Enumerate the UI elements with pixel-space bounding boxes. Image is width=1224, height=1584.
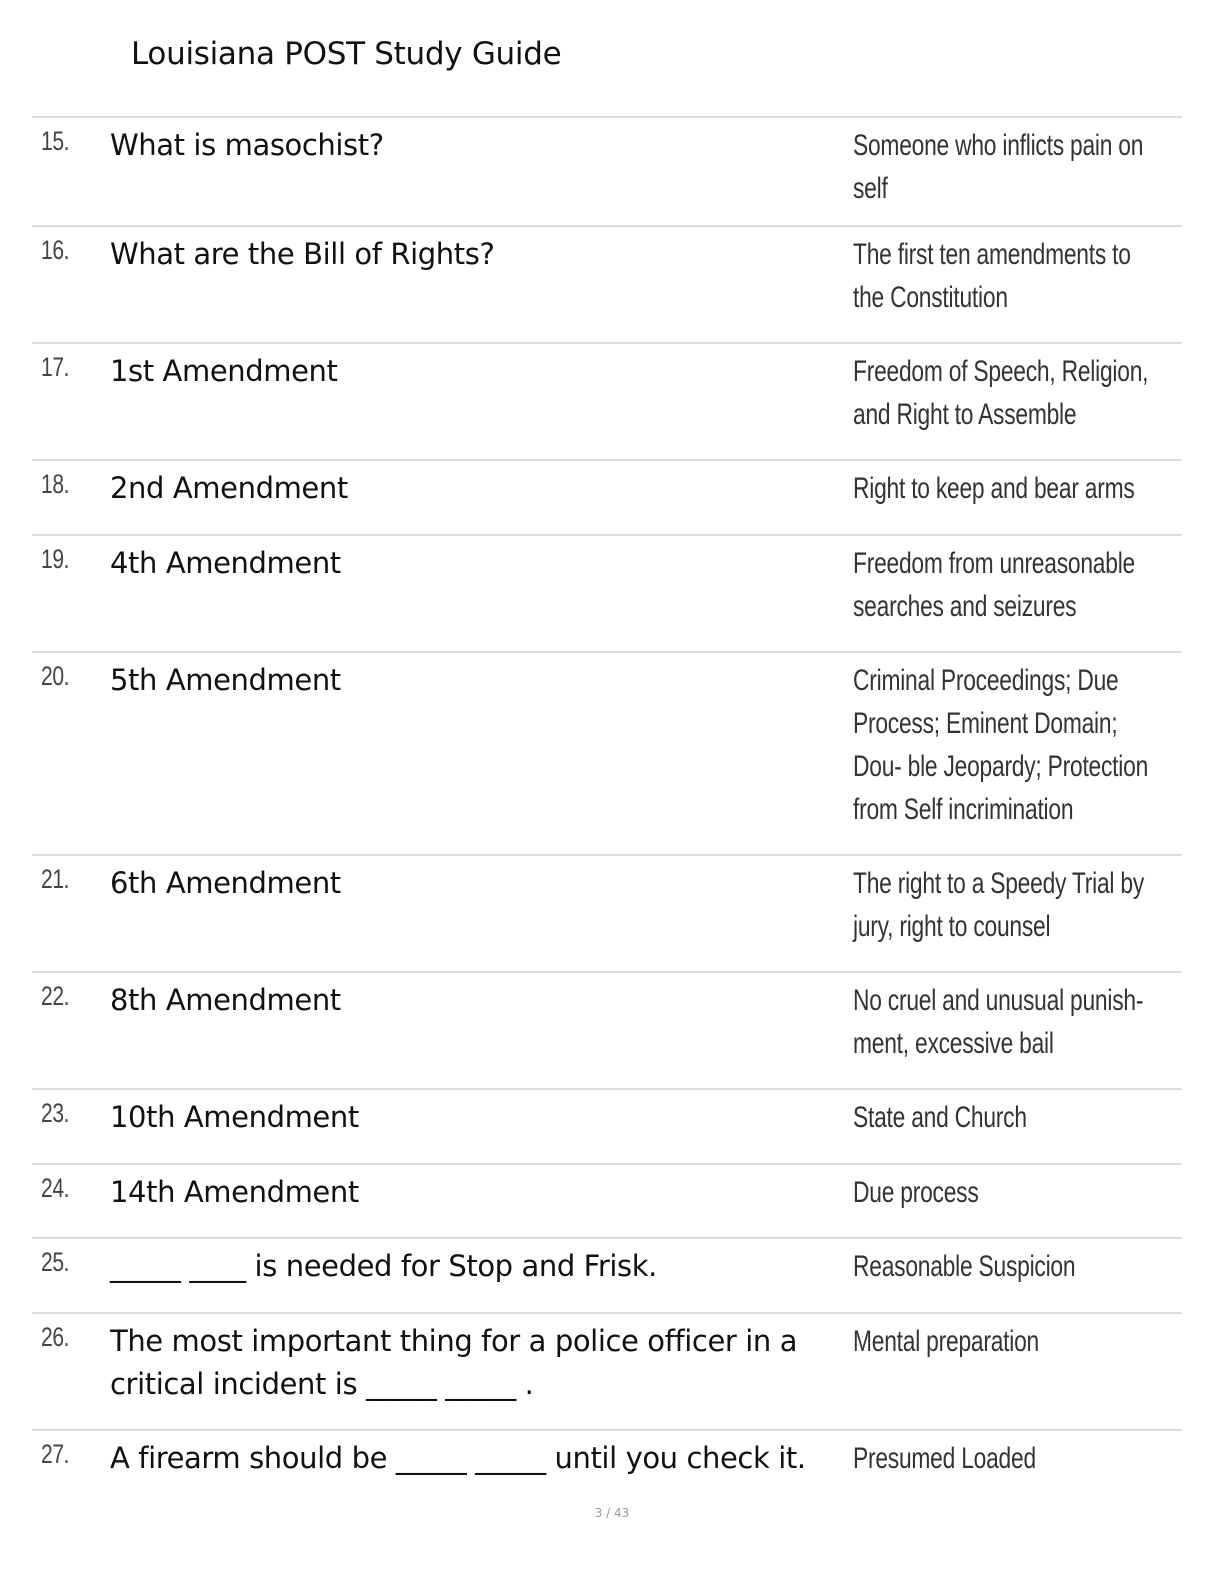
item-question: 2nd Amendment (110, 471, 348, 505)
item-question: 1st Amendment (110, 354, 338, 388)
document-title: Louisiana POST Study Guide (131, 36, 562, 72)
list-item (32, 971, 1182, 1088)
item-question: 6th Amendment (110, 866, 341, 900)
item-question: The most important thing for a police officer in a critical incident is _____ _____ . (110, 1324, 798, 1401)
item-question: 14th Amendment (110, 1175, 359, 1209)
item-answer: The first ten amendments to the Constitution (853, 238, 1131, 314)
item-question: A firearm should be _____ _____ until you check it. (110, 1441, 806, 1475)
item-number: 19. (41, 544, 70, 574)
item-answer: State and Church (853, 1101, 1027, 1134)
item-answer: Freedom of Speech, Religion, and Right to Assemble (853, 355, 1149, 431)
item-number: 18. (41, 469, 70, 499)
list-item (32, 1312, 1182, 1429)
item-answer: Criminal Proceedings; Due Process; Eminent Domain; Dou- ble Jeopardy; Protection from Self incrimination (853, 664, 1149, 826)
item-answer: No cruel and unusual punish- ment, excessive bail (853, 984, 1144, 1060)
item-question: _____ ____ is needed for Stop and Frisk. (110, 1249, 657, 1283)
page-number: 3 / 43 (594, 1506, 630, 1520)
item-number: 22. (41, 981, 70, 1011)
study-guide-list (32, 116, 1182, 1504)
list-item (32, 225, 1182, 342)
list-item (32, 854, 1182, 971)
list-item (32, 342, 1182, 459)
item-answer: Freedom from unreasonable searches and seizures (853, 547, 1135, 623)
list-item (32, 116, 1182, 225)
item-number: 23. (41, 1098, 70, 1128)
list-item (32, 459, 1182, 534)
item-answer: Someone who inflicts pain on self (853, 129, 1144, 205)
item-answer: The right to a Speedy Trial by jury, right to counsel (853, 867, 1144, 943)
list-item (32, 1088, 1182, 1163)
item-number: 20. (41, 661, 70, 691)
item-number: 21. (41, 864, 70, 894)
list-item (32, 1237, 1182, 1312)
item-number: 25. (41, 1247, 70, 1277)
item-question: 8th Amendment (110, 983, 341, 1017)
list-item (32, 1429, 1182, 1504)
list-item (32, 534, 1182, 651)
item-answer: Mental preparation (853, 1325, 1040, 1358)
list-item (32, 651, 1182, 854)
item-answer: Right to keep and bear arms (853, 472, 1135, 505)
item-number: 24. (41, 1173, 70, 1203)
item-question: What is masochist? (110, 128, 384, 162)
item-number: 15. (41, 126, 70, 156)
item-number: 16. (41, 235, 70, 265)
item-question: 10th Amendment (110, 1100, 359, 1134)
item-answer: Reasonable Suspicion (853, 1250, 1076, 1283)
list-item (32, 1163, 1182, 1237)
item-answer: Due process (853, 1176, 979, 1209)
item-number: 27. (41, 1439, 70, 1469)
item-question: 5th Amendment (110, 663, 341, 697)
item-question: 4th Amendment (110, 546, 341, 580)
item-question: What are the Bill of Rights? (110, 237, 495, 271)
item-answer: Presumed Loaded (853, 1442, 1036, 1475)
item-number: 26. (41, 1322, 70, 1352)
item-number: 17. (41, 352, 70, 382)
